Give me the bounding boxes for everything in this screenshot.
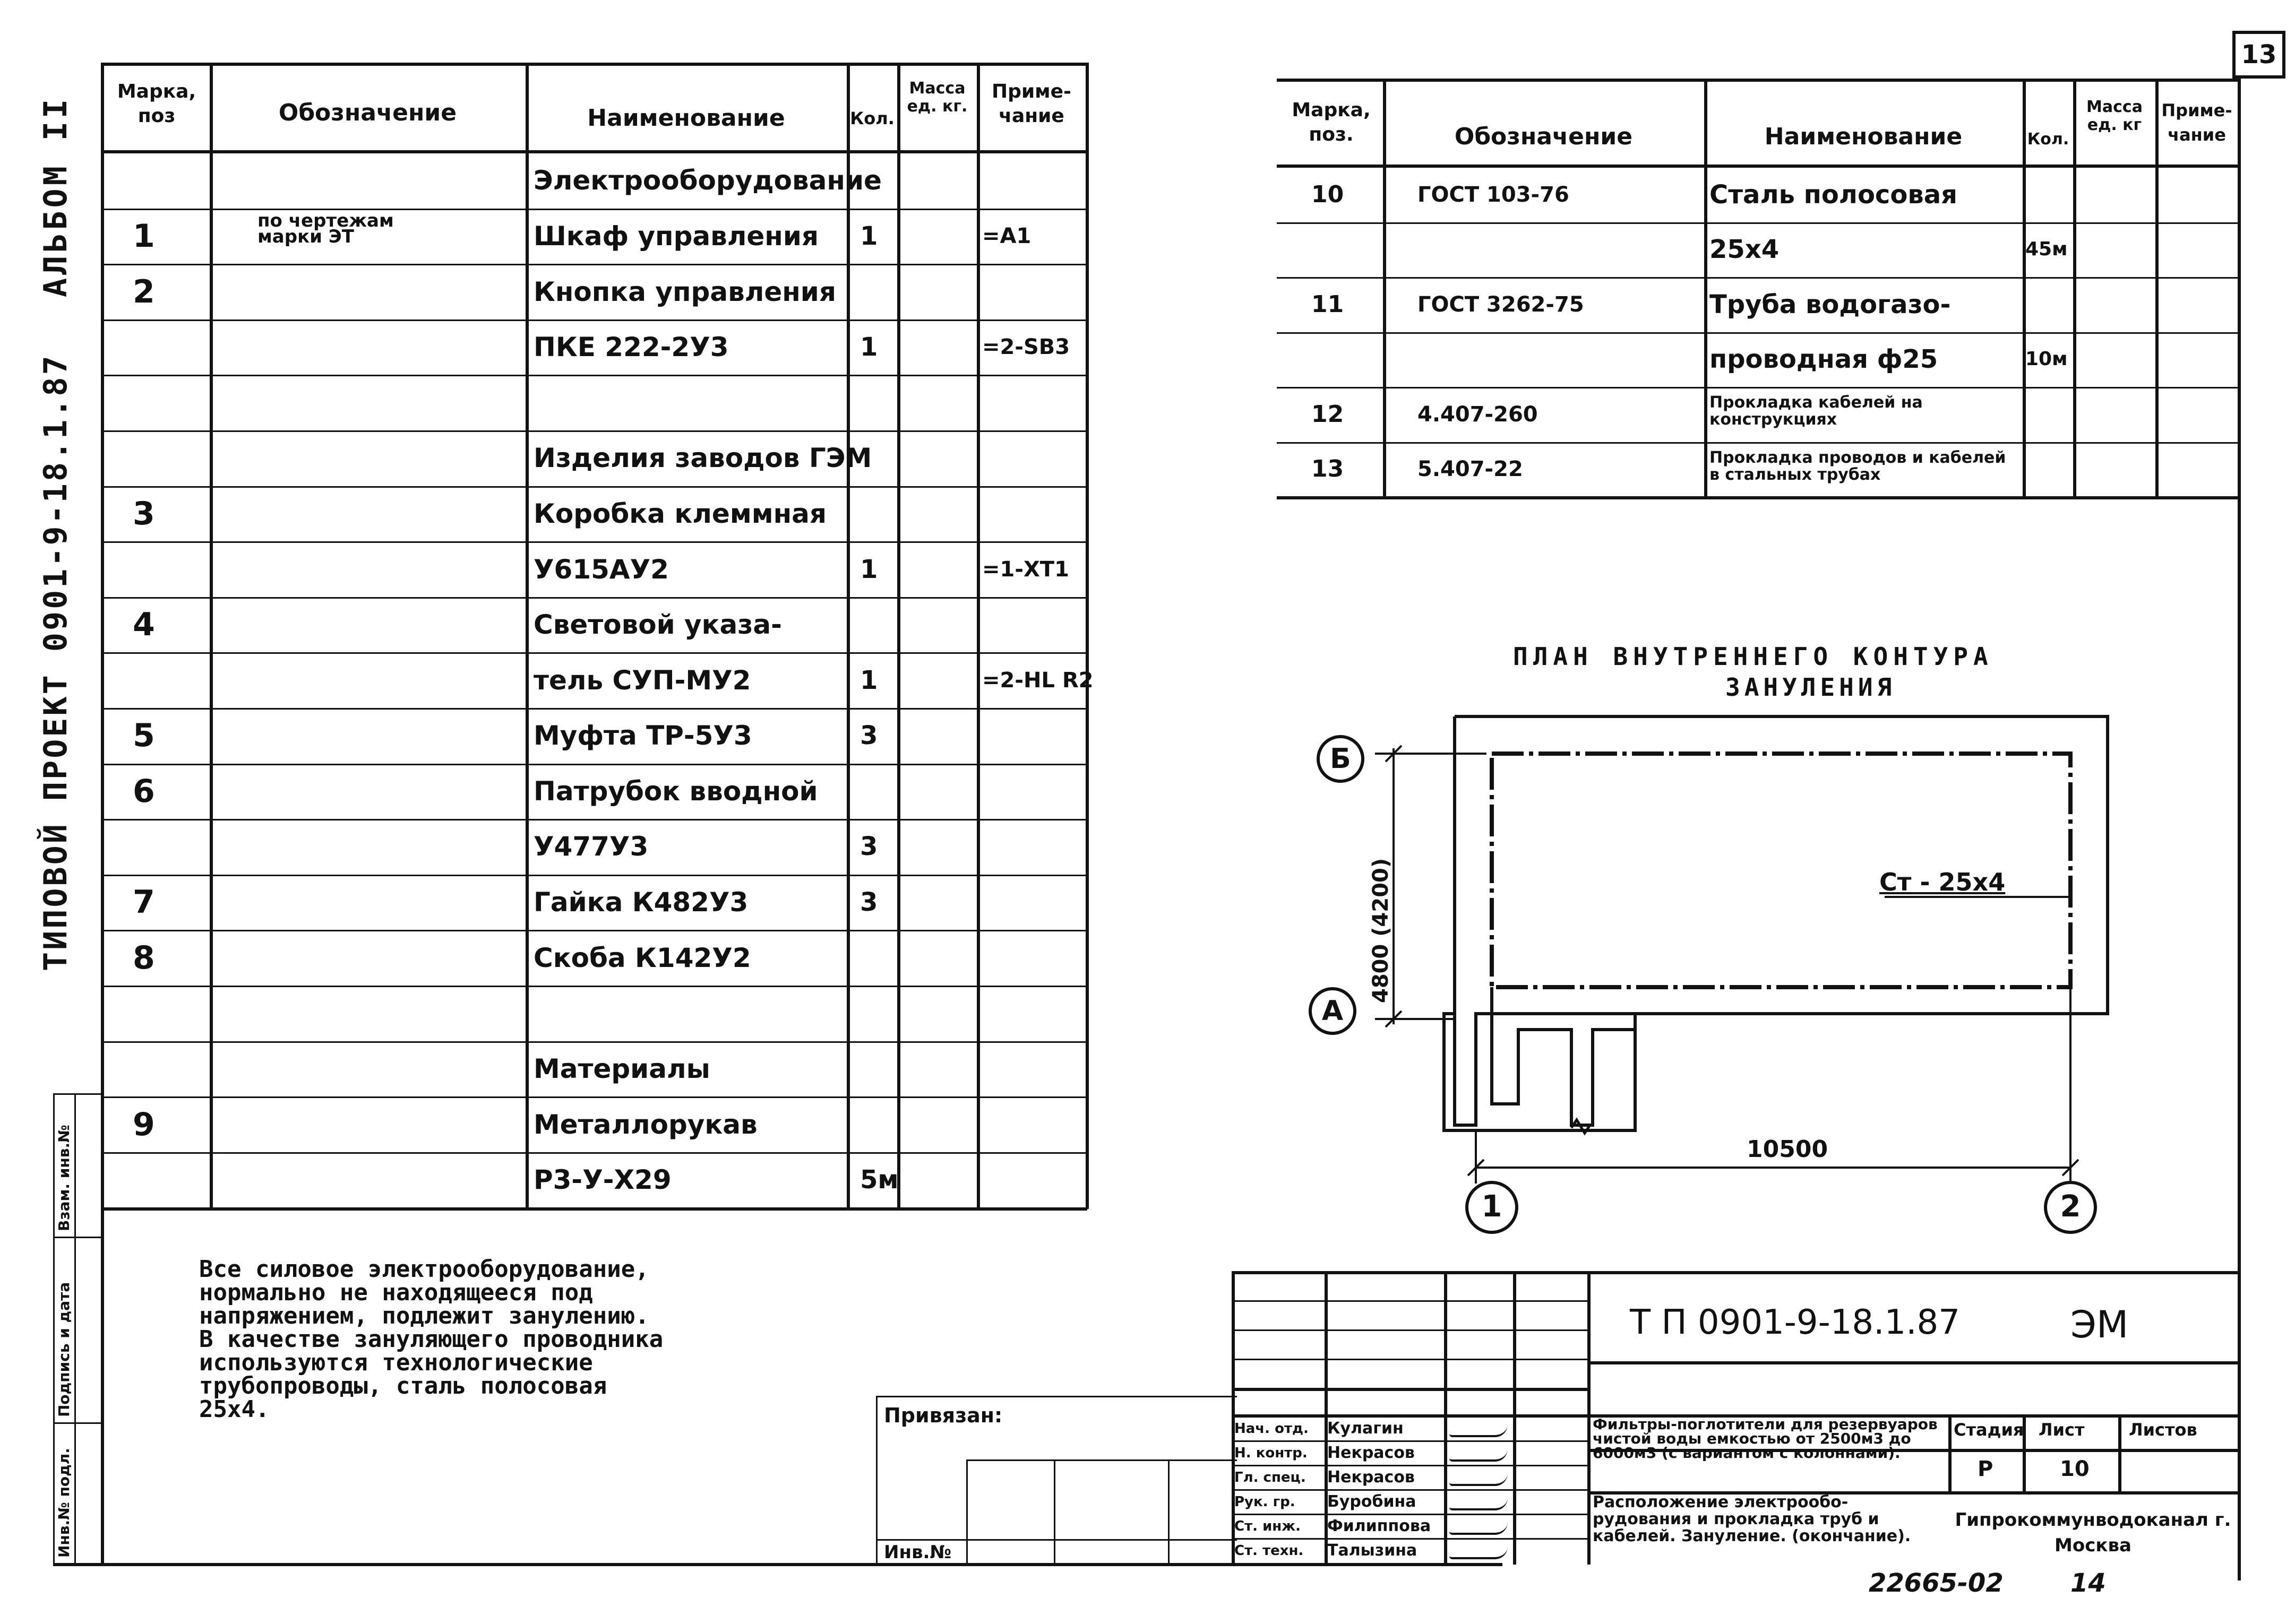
rt-qty: 45м (2025, 238, 2068, 260)
lt-header-bottom (101, 150, 1087, 153)
tb-signer-name: Кулагин (1327, 1419, 1404, 1438)
lt-row-line (101, 430, 1087, 432)
lt-name: Электрооборудование (534, 165, 882, 196)
lt-header-designation: Обозначение (278, 99, 457, 126)
tb-sheet-title: Расположение электрообо- рудования и прокладка труб и кабелей. Зануление. (окончание). (1593, 1493, 1911, 1545)
tb-mark: ЭМ (2070, 1303, 2129, 1346)
lt-name: Р3-У-Х29 (534, 1164, 672, 1195)
tb-priv-c3 (1168, 1459, 1170, 1565)
tb-c4 (1587, 1271, 1591, 1565)
lt-row-line (101, 708, 1087, 710)
note-line: В качестве зануляющего проводника (199, 1326, 664, 1353)
lt-mark: 9 (133, 1106, 155, 1143)
tb-signer-line (1232, 1538, 1587, 1540)
tb-r3 (1232, 1359, 1587, 1360)
lt-note: =1-ХТ1 (982, 557, 1069, 582)
lt-header-qty: Кол. (850, 108, 895, 128)
lt-name: Световой указа- (534, 609, 782, 640)
tb-signature-mark (1449, 1522, 1508, 1535)
tb-top (1232, 1271, 2239, 1274)
lt-mark: 5 (133, 717, 155, 754)
lt-mark: 8 (133, 939, 155, 977)
rt-bottom (1277, 496, 2238, 499)
rt-name: Сталь полосовая (1709, 180, 1957, 210)
project-label: ТИПОВОЙ ПРОЕКТ 0901-9-18.1.87 (37, 353, 74, 971)
rt-header-mark: Марка, поз. (1292, 99, 1371, 145)
lt-note: =А1 (982, 224, 1032, 248)
lt-header-name: Наименование (587, 105, 785, 132)
lt-designation: по чертежам марки ЭТ (257, 210, 394, 247)
tb-signer-role: Гл. спец. (1234, 1470, 1306, 1485)
tb-signer-line (1232, 1440, 1587, 1442)
general-note (199, 1258, 663, 1421)
stamp-row-top (53, 1093, 102, 1095)
lt-row-line (101, 986, 1087, 987)
rt-header-name: Наименование (1764, 123, 1963, 150)
lt-note: =2-SB3 (982, 335, 1070, 359)
lt-header-note: Приме- чание (992, 81, 1071, 127)
lt-row-line (101, 819, 1087, 820)
rt-header-mass: Масса ед. кг (2086, 98, 2143, 134)
stamp-row-2 (53, 1237, 102, 1238)
note-line: трубопроводы, сталь полосовая (199, 1372, 607, 1400)
archive-number: 22665-02 (1869, 1568, 2004, 1598)
rt-col-4 (2073, 79, 2076, 498)
axis-2-label: 2 (2060, 1189, 2081, 1224)
rt-header-bottom (1277, 165, 2238, 168)
lt-col-4 (897, 63, 900, 1209)
tb-signer-role: Н. контр. (1234, 1445, 1308, 1461)
lt-row-line (101, 1041, 1087, 1043)
rt-row-line (1277, 332, 2238, 334)
tb-signer-line (1232, 1514, 1587, 1515)
lt-row-line (101, 652, 1087, 654)
archive-sheet: 14 (2070, 1568, 2106, 1598)
tb-org: Гипрокоммунводоканал г. Москва (1955, 1509, 2231, 1556)
lt-mark: 1 (133, 218, 155, 255)
lt-row-line (101, 1152, 1087, 1154)
tb-object-title: Фильтры-поглотители для резервуаров чистой воды емкостью от 2500м3 до 6000м3 (с вариантом с колоннами). (1593, 1415, 1938, 1462)
lt-qty: 3 (860, 721, 878, 750)
note-line: 25х4. (199, 1396, 270, 1423)
tb-signer-name: Некрасов (1327, 1468, 1415, 1487)
tb-signer-line (1232, 1465, 1587, 1466)
rt-designation: ГОСТ 3262-75 (1417, 292, 1584, 317)
tb-signature-mark (1449, 1547, 1508, 1559)
lt-qty: 1 (860, 555, 878, 584)
tb-signer-role: Рук. гр. (1234, 1494, 1295, 1510)
rt-header-designation: Обозначение (1454, 123, 1633, 150)
lt-qty: 1 (860, 221, 878, 251)
tb-sheet-label: Лист (2039, 1420, 2085, 1440)
lt-row-line (101, 1207, 1087, 1209)
rt-mark: 12 (1311, 401, 1344, 428)
tb-signer-role: Нач. отд. (1234, 1421, 1309, 1437)
note-line: Все силовое электрооборудование, (199, 1256, 649, 1283)
lt-mark: 4 (133, 606, 155, 643)
axis-a-label: А (1321, 995, 1344, 1027)
stamp-col-mid (74, 1093, 76, 1565)
tb-priv-c1 (966, 1459, 968, 1565)
sheet-number: 13 (2241, 40, 2277, 70)
tb-sheet: 10 (2060, 1457, 2090, 1481)
lt-mark: 7 (133, 884, 155, 921)
lt-col-2 (526, 63, 529, 1209)
tb-signer-role: Ст. техн. (1234, 1543, 1304, 1559)
lt-name: У615АУ2 (534, 554, 669, 585)
frame-right (2238, 79, 2241, 1580)
conductor-label: Ст - 25х4 (1879, 868, 2006, 896)
lt-qty: 3 (860, 832, 878, 861)
lt-row-line (101, 319, 1087, 321)
axis-1-marker (1465, 1181, 1518, 1234)
lt-name: Муфта ТР-5У3 (534, 720, 752, 751)
stamp-label-vzam: Взам. инв.№ (55, 1125, 73, 1231)
lt-name: Металлорукав (534, 1109, 758, 1140)
lt-mark: 3 (133, 495, 155, 532)
rt-mark: 11 (1311, 291, 1344, 318)
tb-code: Т П 0901-9-18.1.87 (1630, 1303, 1960, 1342)
tb-signer-role: Ст. инж. (1234, 1518, 1301, 1534)
tb-c3 (1513, 1271, 1516, 1565)
lt-mark: 6 (133, 773, 155, 810)
axis-a-marker (1309, 987, 1356, 1035)
rt-top (1277, 79, 2238, 82)
tb-priv-left (876, 1396, 878, 1565)
tb-signature-mark (1449, 1424, 1508, 1437)
tb-r1 (1232, 1300, 1587, 1302)
axis-2-marker (2044, 1181, 2097, 1234)
lt-header-mark: Марка, поз (117, 81, 196, 127)
axis-b-label: Б (1330, 743, 1351, 775)
lt-row-line (101, 764, 1087, 765)
lt-col-5 (977, 63, 980, 1209)
stamp-row-3 (53, 1422, 102, 1424)
lt-right (1086, 63, 1089, 1209)
note-line: используются технологические (199, 1349, 593, 1376)
contour-branch (1492, 987, 1635, 1125)
rt-designation: 5.407-22 (1417, 457, 1523, 481)
lt-header-mass: Масса ед. кг. (907, 79, 968, 116)
rt-header-qty: Кол. (2027, 130, 2069, 149)
rt-row-line (1277, 387, 2238, 388)
dim-vertical-text: 4800 (4200) (1369, 858, 1393, 1003)
rt-row-line (1277, 222, 2238, 224)
rt-name: Прокладка кабелей на конструкциях (1709, 393, 1923, 429)
tb-signature-mark (1449, 1498, 1508, 1510)
tb-code-bottom (1587, 1361, 2239, 1364)
lt-name: Материалы (534, 1053, 710, 1084)
tb-c5 (1948, 1414, 1952, 1491)
rt-mark: 13 (1311, 455, 1344, 482)
tb-signer-name: Филиппова (1327, 1517, 1431, 1535)
lt-qty: 1 (860, 332, 878, 362)
tb-c2 (1444, 1271, 1447, 1565)
lt-name: Коробка клеммная (534, 498, 827, 529)
lt-name: тель СУП-МУ2 (534, 665, 751, 696)
lt-note: =2-НL R2 (982, 668, 1094, 693)
tb-signer-name: Буробина (1327, 1492, 1416, 1511)
lt-row-line (101, 264, 1087, 265)
lt-mark: 2 (133, 273, 155, 310)
rt-row-line (1277, 442, 2238, 444)
axis-1-label: 1 (1481, 1189, 1502, 1224)
rt-mark: 10 (1311, 181, 1344, 208)
stamp-label-podpis: Подпись и дата (55, 1282, 73, 1417)
lt-col-3 (847, 63, 850, 1209)
grounding-plan-drawing (1274, 701, 2134, 1263)
tb-stage-label: Стадия (1954, 1420, 2024, 1440)
lt-col-0 (101, 63, 104, 1209)
tb-sheets-label: Листов (2129, 1420, 2197, 1440)
rt-row-line (1277, 277, 2238, 279)
building-outline (1455, 716, 2108, 1125)
rt-name: Прокладка проводов и кабелей в стальных трубах (1709, 448, 2006, 484)
lt-row-line (101, 930, 1087, 931)
lt-name: Гайка К482У3 (534, 887, 749, 918)
lt-row-line (101, 875, 1087, 876)
rt-designation: ГОСТ 103-76 (1417, 183, 1569, 207)
lt-name: Кнопка управления (534, 277, 836, 307)
lt-qty: 3 (860, 887, 878, 917)
rt-designation: 4.407-260 (1417, 402, 1538, 427)
tb-priv-top (876, 1396, 1237, 1397)
tb-c7 (2118, 1414, 2121, 1491)
note-line: напряжением, подлежит занулению. (199, 1302, 649, 1329)
tb-stage: Р (1978, 1457, 1993, 1481)
lt-top (101, 63, 1087, 66)
dim-horizontal-text: 10500 (1747, 1136, 1828, 1163)
tb-r2 (1232, 1329, 1587, 1331)
rt-qty: 10м (2025, 348, 2068, 370)
lt-name: Изделия заводов ГЭМ (534, 443, 872, 473)
lt-row-line (101, 1096, 1087, 1098)
lt-qty: 1 (860, 666, 878, 695)
rt-name: проводная ф25 (1709, 344, 1938, 374)
lt-row-line (101, 541, 1087, 543)
tb-signer-name: Талызина (1327, 1541, 1417, 1560)
rt-header-note: Приме- чание (2161, 100, 2232, 145)
tb-signer-line (1232, 1489, 1587, 1491)
rt-name: 25х4 (1709, 235, 1780, 264)
tb-priv-c2 (1054, 1459, 1055, 1565)
lt-name: Шкаф управления (534, 221, 819, 252)
tb-priv-row (966, 1459, 1237, 1461)
tb-privyazan: Привязан: (884, 1404, 1003, 1427)
sheet-number-box (2232, 31, 2285, 79)
album-label: АЛЬБОМ II (37, 96, 74, 297)
lt-name: У477У3 (534, 831, 649, 862)
lt-name: Скоба К142У2 (534, 943, 751, 973)
lt-row-line (101, 597, 1087, 599)
tb-signature-mark (1449, 1473, 1508, 1486)
lt-col-1 (210, 63, 213, 1209)
tb-signature-mark (1449, 1449, 1508, 1462)
lt-row-line (101, 486, 1087, 488)
frame-bottom (53, 1563, 1502, 1566)
lt-name: Патрубок вводной (534, 776, 818, 807)
plan-title-line2: ЗАНУЛЕНИЯ (1725, 673, 1896, 702)
plan-title-line1: ПЛАН ВНУТРЕННЕГО КОНТУРА (1513, 642, 1993, 671)
tb-priv-row2 (876, 1539, 1237, 1541)
lt-row-line (101, 209, 1087, 210)
lt-name: ПКЕ 222-2У3 (534, 332, 729, 362)
rt-name: Труба водогазо- (1709, 290, 1951, 319)
tb-inv: Инв.№ (884, 1542, 952, 1563)
lt-qty: 5м (860, 1165, 899, 1195)
stamp-col-left (53, 1093, 55, 1565)
stamp-label-inv: Инв.№ подл. (55, 1448, 73, 1558)
tb-signer-name: Некрасов (1327, 1444, 1415, 1462)
tb-r4 (1232, 1388, 1587, 1391)
axis-b-marker (1317, 735, 1364, 783)
lt-row-line (101, 375, 1087, 376)
note-line: нормально не находящееся под (199, 1279, 593, 1306)
